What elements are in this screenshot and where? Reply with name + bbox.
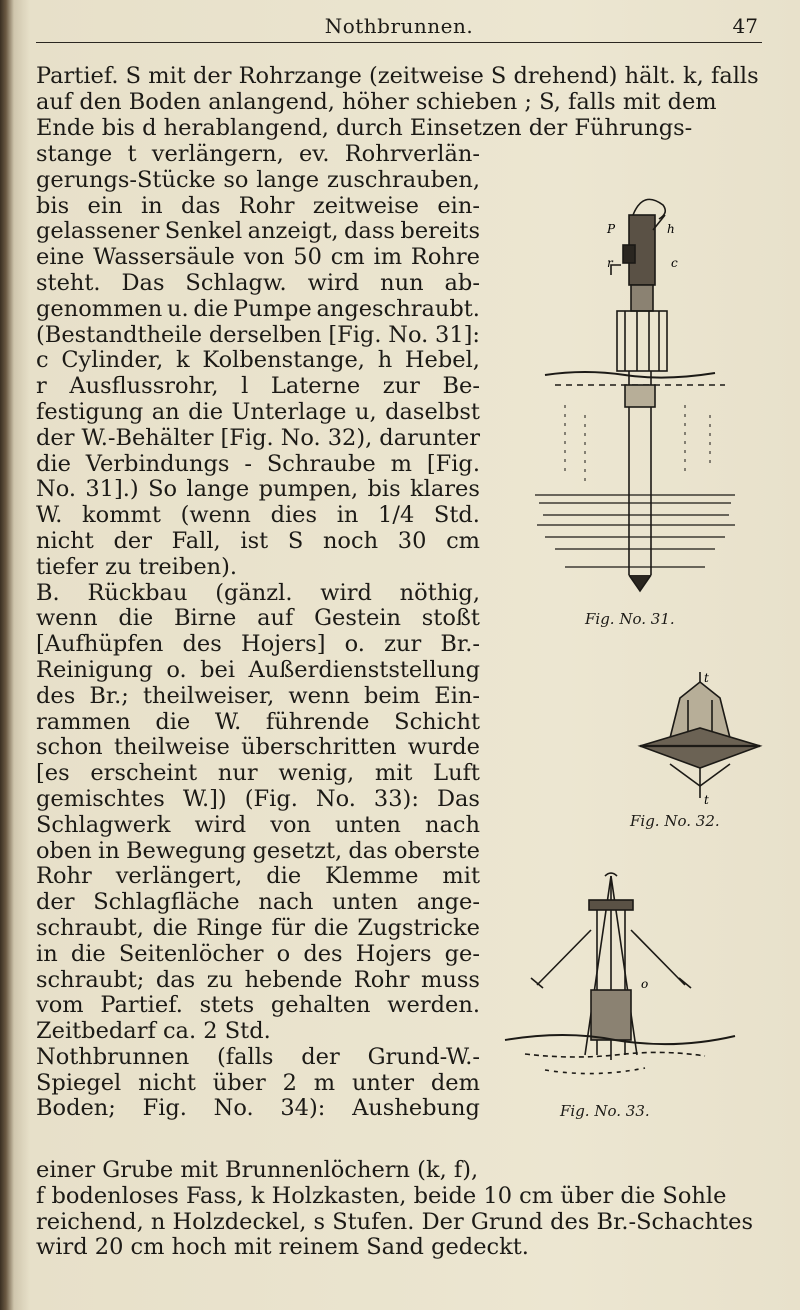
- pump-illustration: [525, 175, 745, 615]
- figure-33-tripod: [485, 870, 755, 1100]
- figure-32-caption: Fig. No. 32.: [630, 812, 720, 830]
- text-line: auf den Boden anlangend, höher schieben ; S, falls mit dem: [36, 88, 717, 115]
- text-line: Zeitbedarf ca. 2 Std.: [36, 1018, 271, 1045]
- label-t-bottom: t: [704, 793, 709, 807]
- text-line: Ende bis d herablangend, durch Einsetzen der Führungs-: [36, 114, 693, 141]
- text-line: festigung an die Unterlage u, daselbst: [36, 398, 480, 425]
- text-line: oben in Bewegung gesetzt, das oberste: [36, 837, 480, 864]
- text-line: bis ein in das Rohr zeitweise ein-: [36, 192, 480, 219]
- text-line: No. 31].) So lange pumpen, bis klares: [36, 476, 480, 503]
- text-line: gelassener Senkel anzeigt, dass bereits: [36, 218, 480, 245]
- text-line: reichend, n Holzdeckel, s Stufen. Der Grund des Br.-Schachtes: [36, 1208, 754, 1235]
- text-line: Rohr verlängert, die Klemme mit: [36, 863, 480, 890]
- label-c: c: [671, 256, 678, 270]
- text-line: wenn die Birne auf Gestein stoßt: [36, 605, 480, 632]
- page-header: [36, 12, 762, 44]
- header-rule: [36, 42, 762, 43]
- figure-31-caption: Fig. No. 31.: [585, 610, 675, 628]
- text-line: schraubt; das zu hebende Rohr muss: [36, 966, 480, 993]
- text-line: [Aufhüpfen des Hojers] o. zur Br.-: [36, 631, 480, 658]
- text-line: W. kommt (wenn dies in 1/4 Std.: [36, 502, 480, 529]
- text-line: f bodenloses Fass, k Holzkasten, beide 10 cm über die Sohle: [36, 1182, 727, 1209]
- text-line: Nothbrunnen (falls der Grund-W.-: [36, 1043, 480, 1070]
- text-line: Boden; Fig. No. 34): Aushebung: [36, 1095, 480, 1122]
- paragraph-top: [36, 64, 759, 141]
- text-line: c Cylinder, k Kolbenstange, h Hebel,: [36, 347, 480, 374]
- text-line: Reinigung o. bei Außerdienststellung: [36, 656, 480, 683]
- text-line: eine Wassersäule von 50 cm im Rohre: [36, 244, 480, 271]
- text-line: rammen die W. führende Schicht: [36, 708, 480, 735]
- label-t-top: t: [704, 671, 709, 685]
- text-line: [es erscheint nur wenig, mit Luft: [36, 760, 480, 787]
- label-o: o: [641, 977, 649, 991]
- text-line: steht. Das Schlagw. wird nun ab-: [36, 269, 480, 296]
- text-line: wird 20 cm hoch mit reinem Sand gedeckt.: [36, 1234, 529, 1261]
- text-line: einer Grube mit Brunnenlöchern (k, f),: [36, 1157, 479, 1183]
- label-h: h: [667, 222, 675, 236]
- reservoir-illustration: [630, 668, 770, 808]
- text-line: r Ausflussrohr, l Laterne zur Be-: [36, 373, 480, 400]
- text-line: des Br.; theilweiser, wenn beim Ein-: [36, 682, 480, 709]
- text-line: tiefer zu treiben).: [36, 553, 238, 580]
- running-head: Nothbrunnen.: [324, 14, 474, 38]
- text-line: Schlagwerk wird von unten nach: [36, 811, 480, 838]
- text-line: gemischtes W.]) (Fig. No. 33): Das: [36, 785, 480, 812]
- text-line: schraubt, die Ringe für die Zugstricke: [36, 914, 480, 941]
- text-line: die Verbindungs - Schraube m [Fig.: [36, 450, 480, 477]
- figure-31-pump: [525, 175, 745, 615]
- text-line: B. Rückbau (gänzl. wird nöthig,: [36, 579, 480, 606]
- text-line: der Schlagfläche nach unten ange-: [36, 889, 480, 916]
- text-line: nicht der Fall, ist S noch 30 cm: [36, 527, 480, 554]
- text-line: genommen u. die Pumpe angeschraubt.: [36, 295, 480, 322]
- text-line: der W.-Behälter [Fig. No. 32), darunter: [36, 424, 480, 451]
- text-line: in die Seitenlöcher o des Hojers ge-: [36, 940, 480, 967]
- tripod-illustration: [485, 870, 755, 1100]
- page-number: 47: [732, 14, 758, 38]
- text-line: vom Partief. stets gehalten werden.: [36, 992, 480, 1019]
- label-p: P: [607, 222, 616, 236]
- text-line: stange t verlängern, ev. Rohrverlän-: [36, 141, 480, 167]
- text-column-narrow: [36, 142, 480, 1122]
- text-line: Partief. S mit der Rohrzange (zeitweise S drehend) hält. k, falls: [36, 63, 759, 89]
- text-line: gerungs-Stücke so lange zuschrauben,: [36, 166, 480, 193]
- figure-33-caption: Fig. No. 33.: [560, 1102, 650, 1120]
- text-line: (Bestandtheile derselben [Fig. No. 31]:: [36, 321, 480, 348]
- text-line: Spiegel nicht über 2 m unter dem: [36, 1069, 480, 1096]
- figure-32-reservoir: [630, 668, 770, 808]
- label-r: r: [607, 256, 613, 270]
- text-line: schon theilweise überschritten wurde: [36, 734, 480, 761]
- paragraph-bottom: [36, 1158, 753, 1261]
